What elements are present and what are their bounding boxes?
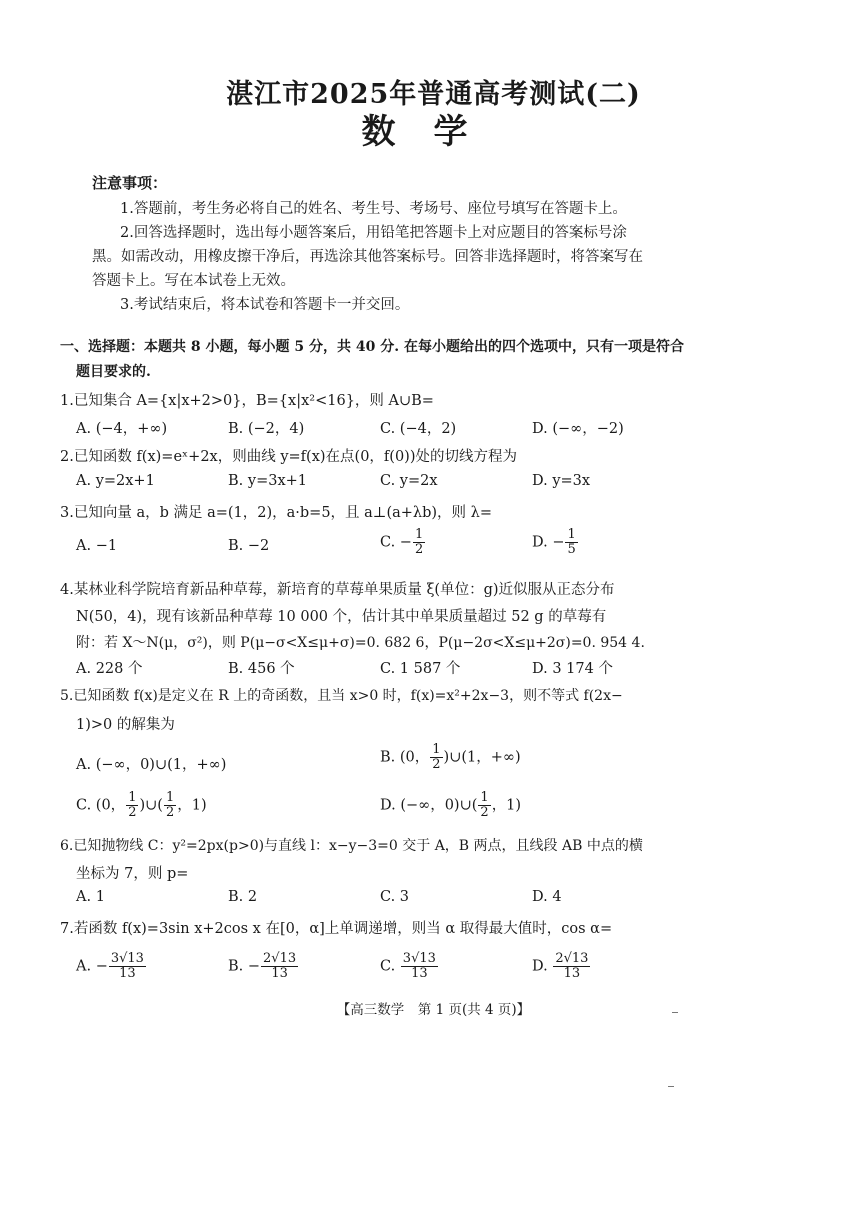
- q2-option-a: A. y=2x+1: [76, 473, 155, 489]
- notice-line-5: 3.考试结束后，将本试卷和答题卡一并交回。: [120, 297, 410, 313]
- fraction: $\frac{1}{2}$: [165, 790, 175, 820]
- q2-option-c: C. y=2x: [380, 473, 438, 489]
- q4-line-2: N(50，4)，现有该新品种草莓 10 000 个，估计其中单果质量超过 52 g 的草莓有: [76, 609, 607, 625]
- q5-line-1: 5.已知函数 f(x)是定义在 R 上的奇函数，且当 x>0 时，f(x)=x²+2x−3，则不等式 f(2x−: [60, 688, 623, 704]
- scan-mark: [672, 1012, 678, 1013]
- q3-option-a: A. −1: [76, 538, 118, 554]
- q4-option-b: B. 456 个: [228, 661, 295, 677]
- section-heading-cont: 题目要求的.: [76, 364, 151, 380]
- q4-option-a: A. 228 个: [76, 661, 143, 677]
- q6-option-b: B. 2: [228, 889, 258, 905]
- q1-option-d: D. (−∞，−2): [532, 421, 624, 437]
- q4-option-c: C. 1 587 个: [380, 661, 461, 677]
- q5-line-2: 1)>0 的解集为: [76, 717, 175, 733]
- q2-option-b: B. y=3x+1: [228, 473, 307, 489]
- notice-line-4: 答题卡上。写在本试卷上无效。: [92, 273, 295, 289]
- q1-option-b: B. (−2，4): [228, 421, 305, 437]
- fraction: $\frac{1}{2}$: [414, 527, 424, 557]
- scan-mark: [668, 1086, 674, 1087]
- q5-option-d: D. (−∞，0)∪( $\frac{1}{2}$ ，1): [380, 790, 522, 820]
- fraction: $\frac{1}{5}$: [567, 527, 576, 557]
- notice-line-1: 1.答题前，考生务必将自己的姓名、考生号、考场号、座位号填写在答题卡上。: [120, 201, 627, 217]
- q4-appendix: 附：若 X～N(μ，σ²)，则 P(μ−σ<X≤μ+σ)=0. 682 6，P(μ−2σ<X≤μ+2σ)=0. 954 4.: [76, 635, 645, 651]
- q7-option-c: C. $\frac{3√13}{13}$: [380, 951, 436, 981]
- q3-option-c: C. − $\frac{1}{2}$: [380, 527, 424, 557]
- subject-title: 数学: [361, 112, 506, 152]
- q3-stem: 3.已知向量 a，b 满足 a=(1，2)，a·b=5，且 a⊥(a+λb)，则 λ=: [60, 505, 492, 521]
- fraction: $\frac{2√13}{13}$: [555, 951, 589, 981]
- q7-option-a: A. − $\frac{3√13}{13}$: [76, 951, 144, 981]
- q3-option-d: D. − $\frac{1}{5}$: [532, 527, 576, 557]
- fraction: $\frac{3√13}{13}$: [110, 951, 144, 981]
- q5-option-a: A. (−∞，0)∪(1，+∞): [76, 757, 227, 773]
- notice-line-2: 2.回答选择题时，选出每小题答案后，用铅笔把答题卡上对应题目的答案标号涂: [120, 225, 627, 241]
- fraction: $\frac{1}{2}$: [432, 742, 441, 772]
- q6-option-c: C. 3: [380, 889, 410, 905]
- q2-option-d: D. y=3x: [532, 473, 591, 489]
- exam-title: 湛江市2025年普通高考测试(二): [226, 79, 641, 110]
- q4-option-d: D. 3 174 个: [532, 661, 613, 677]
- notice-line-3: 黑。如需改动，用橡皮擦干净后，再选涂其他答案标号。回答非选择题时，将答案写在: [92, 249, 643, 265]
- q7-stem: 7.若函数 f(x)=3sin x+2cos x 在[0，α]上单调递增，则当 α 取得最大值时，cos α=: [60, 921, 613, 937]
- q1-option-c: C. (−4，2): [380, 421, 457, 437]
- fraction: $\frac{1}{2}$: [480, 790, 489, 820]
- q1-option-a: A. (−4，+∞): [76, 421, 168, 437]
- q2-stem: 2.已知函数 f(x)=eˣ+2x，则曲线 y=f(x)在点(0，f(0))处的切线方程为: [60, 449, 517, 465]
- q6-option-d: D. 4: [532, 889, 562, 905]
- section-heading: 一、选择题：本题共 8 小题，每小题 5 分，共 40 分. 在每小题给出的四个选项中，只有一项是符合: [60, 339, 684, 355]
- q4-line-1: 4.某林业科学院培育新品种草莓，新培育的草莓单果质量 ξ(单位：g)近似服从正态分布: [60, 582, 615, 598]
- q6-line-2: 坐标为 7，则 p=: [76, 866, 189, 882]
- q7-option-b: B. − $\frac{2√13}{13}$: [228, 951, 297, 981]
- page-footer: 【高三数学 第 1 页(共 4 页)】: [336, 1002, 531, 1018]
- fraction: $\frac{2√13}{13}$: [263, 951, 297, 981]
- q6-option-a: A. 1: [76, 889, 105, 905]
- q7-option-d: D. $\frac{2√13}{13}$: [532, 951, 589, 981]
- q5-option-b: B. (0， $\frac{1}{2}$ )∪(1，+∞): [380, 742, 521, 772]
- notice-heading: 注意事项：: [92, 174, 168, 192]
- fraction: $\frac{3√13}{13}$: [402, 951, 436, 981]
- q6-line-1: 6.已知抛物线 C：y²=2px(p>0)与直线 l：x−y−3=0 交于 A，B 两点，且线段 AB 中点的横: [60, 838, 643, 854]
- q1-stem: 1.已知集合 A={x|x+2>0}，B={x|x²<16}，则 A∪B=: [60, 393, 434, 409]
- q5-option-c: C. (0， $\frac{1}{2}$ )∪( $\frac{1}{2}$ ，1): [76, 790, 207, 820]
- fraction: $\frac{1}{2}$: [128, 790, 137, 820]
- q3-option-b: B. −2: [228, 538, 270, 554]
